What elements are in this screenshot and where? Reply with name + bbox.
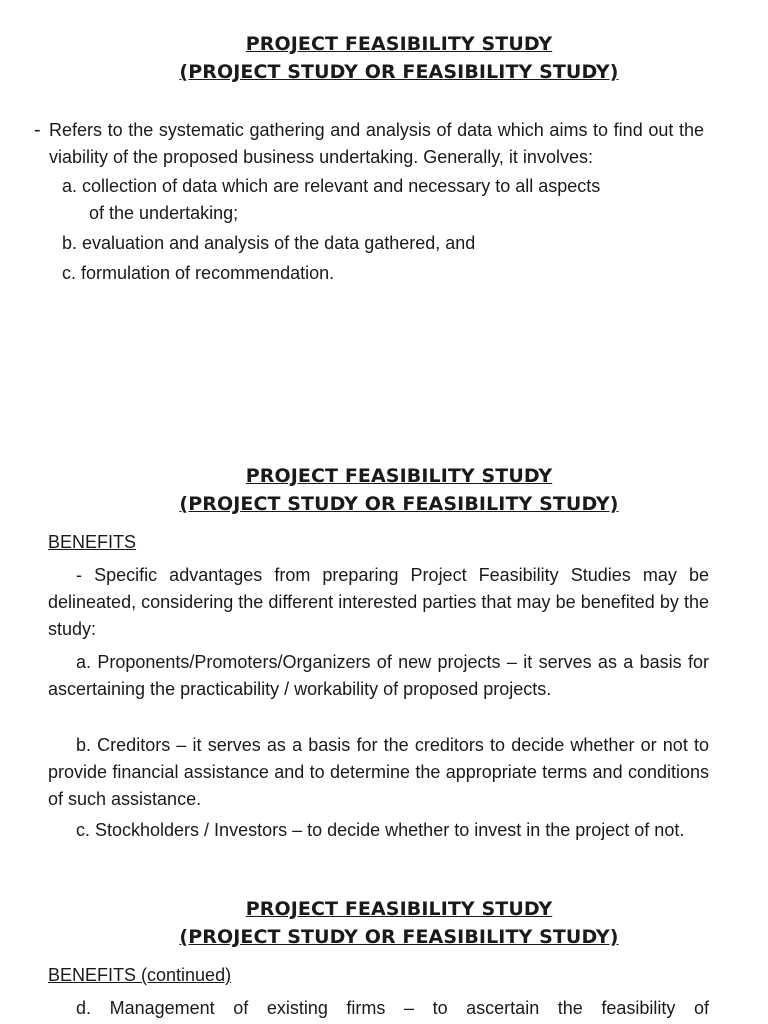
paragraph: [48, 732, 709, 813]
title-line-1: PROJECT FEASIBILITY STUDY: [245, 898, 553, 920]
title-line-2: (PROJECT STUDY OR FEASIBILITY STUDY): [179, 61, 619, 83]
list-item-first-line: a. collection of data which are relevant and necessary to all aspects: [62, 176, 601, 196]
definition-bullet: [34, 117, 704, 290]
involves-list: [62, 173, 704, 287]
list-item: [62, 230, 704, 257]
slide-2: [0, 462, 768, 840]
list-item-first-line: c. formulation of recommendation.: [62, 263, 335, 283]
slide-title: [30, 30, 768, 86]
paragraph-text: a. Proponents/Promoters/Organizers of new projects – it serves as a basis for ascertaining the practicability / workability of proposed projects.: [48, 652, 709, 699]
title-line-1: PROJECT FEASIBILITY STUDY: [245, 465, 553, 487]
title-line-1: PROJECT FEASIBILITY STUDY: [245, 33, 553, 55]
slide-title: [30, 462, 768, 518]
bullet-dash: -: [34, 119, 41, 141]
list-item: [62, 260, 704, 287]
paragraph: [48, 995, 709, 1022]
paragraph-text: d. Management of existing firms – to ascertain the feasibility of: [76, 998, 709, 1018]
title-line-2: (PROJECT STUDY OR FEASIBILITY STUDY): [179, 493, 619, 515]
slide-1: [0, 30, 768, 283]
paragraph-text: - Specific advantages from preparing Project Feasibility Studies may be delineated, considering the different interested parties that may be benefited by the study:: [48, 565, 709, 639]
slide-3: [0, 895, 768, 1018]
section-label: BENEFITS (continued): [48, 965, 232, 985]
paragraph: [48, 562, 709, 643]
list-item-first-line: b. evaluation and analysis of the data gathered, and: [62, 233, 476, 253]
definition-text: Refers to the systematic gathering and analysis of data which aims to find out the viability of the proposed business undertaking. Generally, it involves:: [49, 120, 704, 167]
list-item-continuation: of the undertaking;: [89, 203, 239, 223]
paragraph: [48, 817, 709, 866]
paragraph-text: c. Stockholders / Investors – to decide whether to invest in the project of not.: [76, 820, 685, 840]
title-line-2: (PROJECT STUDY OR FEASIBILITY STUDY): [179, 926, 619, 948]
section-label: BENEFITS: [48, 532, 137, 552]
list-item: [62, 173, 704, 227]
paragraph: [48, 649, 709, 703]
paragraph-text: b. Creditors – it serves as a basis for the creditors to decide whether or not to provide financial assistance and to determine the appropriate terms and conditions of such assistance.: [48, 735, 709, 809]
slide-title: [30, 895, 768, 951]
